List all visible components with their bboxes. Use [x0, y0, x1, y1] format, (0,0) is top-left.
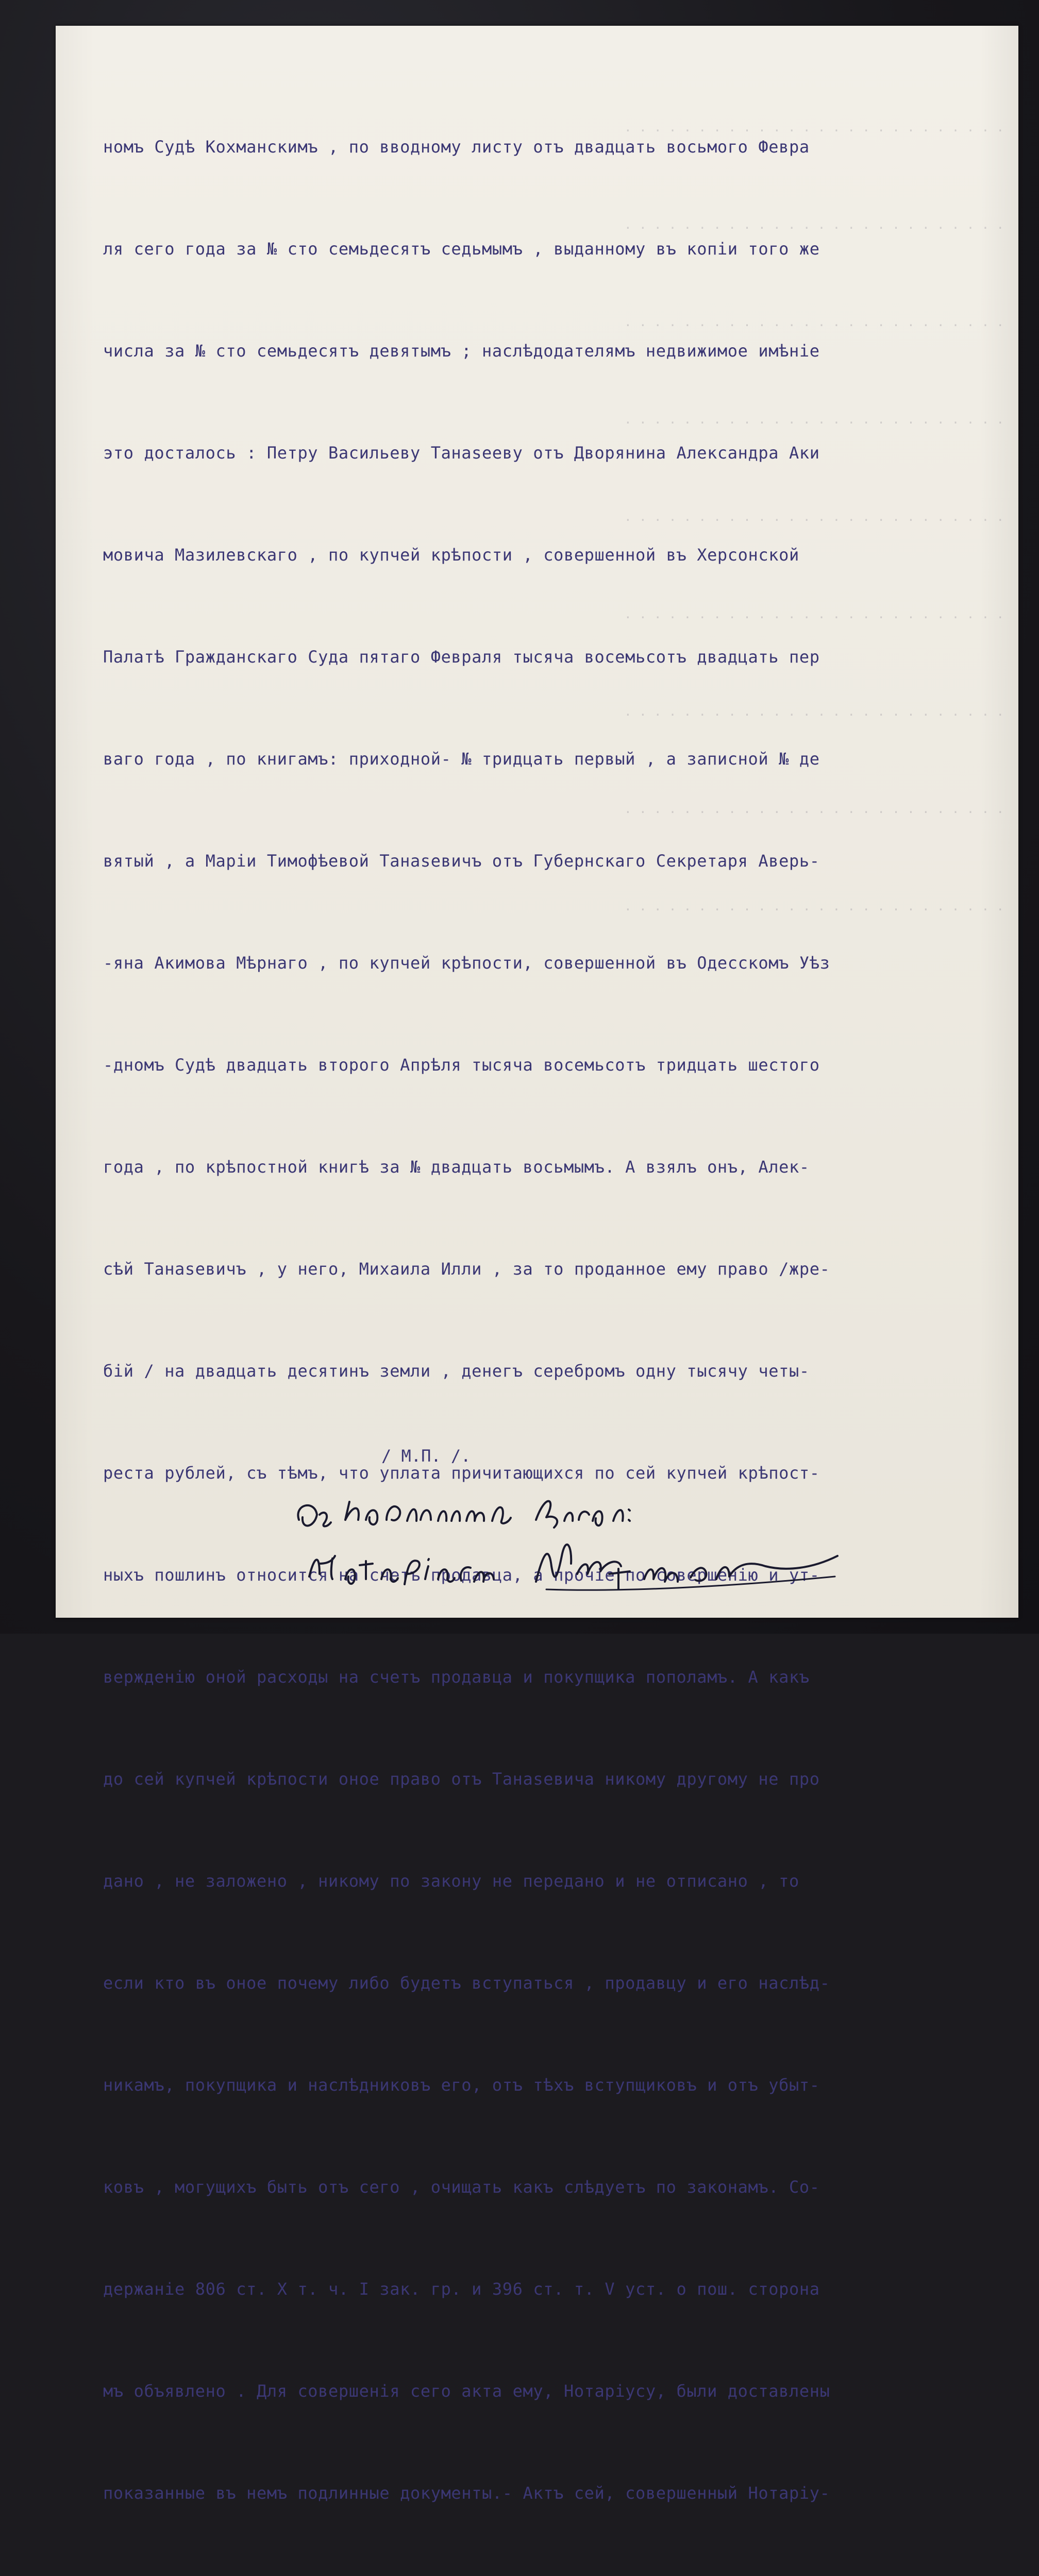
text-line: дано , не заложено , никому по закону не передано и не отписано , то [103, 1871, 799, 1891]
text-line: если кто въ оное почему либо будетъ вступаться , продавцу и его наслѣд- [103, 1973, 830, 1993]
text-line: ныхъ пошлинъ относится на счетъ продавца, а прочіе по совершенію и ут- [103, 1565, 820, 1585]
text-line: ля сего года за № сто семьдесятъ седьмымъ , выданному въ копіи того же [103, 239, 820, 259]
text-line: мовича Мазилевскаго , по купчей крѣпости , совершенной въ Херсонской [103, 545, 799, 565]
text-line: до сей купчей крѣпости оное право отъ Танаѕевича никому другому не про [103, 1769, 820, 1789]
text-line: -дномъ Судѣ двадцать второго Апрѣля тысяча восемьсотъ тридцать шестого [103, 1055, 820, 1075]
text-line: номъ Судѣ Кохманскимъ , по вводному листу отъ двадцать восьмого Февра [103, 137, 810, 157]
text-line: числа за № сто семьдесятъ девятымъ ; наслѣдодателямъ недвижимое имѣніе [103, 341, 820, 361]
text-line: ваго года , по книгамъ: приходной- № тридцать первый , а записной № де [103, 749, 820, 769]
text-line: вятый , а Маріи Тимофѣевой Танаѕевичъ отъ Губернскаго Секретаря Аверь- [103, 851, 820, 871]
text-line: держаніе 806 ст. Х т. ч. I зак. гр. и 396 ст. т. V уст. о пош. сторона [103, 2279, 820, 2299]
text-line: это досталось : Петру Васильеву Танаѕееву отъ Дворянина Александра Аки [103, 443, 820, 463]
text-line: года , по крѣпостной книгѣ за № двадцать восьмымъ. А взялъ онъ, Алек- [103, 1157, 810, 1177]
text-line: никамъ, покупщика и наслѣдниковъ его, отъ тѣхъ вступщиковъ и отъ убыт- [103, 2075, 820, 2095]
text-line: бій / на двадцать десятинъ земли , денегъ серебромъ одну тысячу четы- [103, 1361, 810, 1381]
typed-body-text [103, 62, 1020, 2576]
text-line: мъ объявлено . Для совершенія сего акта ему, Нотаріусу, были доставлены [103, 2381, 830, 2401]
handwritten-signature [289, 1484, 959, 1602]
bleed-through-text: . . . . . . . . . . . . . . . . . . . . . . . . . . . . . . . . . . . . . . . . . . . . . . . . . . . . . . . . . . . . . . . . . . . . . . . . . . . . . . . . . . . . . . . . . . . . . . . . . . . . . . . . . . . . . . . . . . . . . . . . . . . . . . . . . . . . . . . . . . . . . . . . . . . . . . . . . . . . . . . . . . . . . . . . . . . . . . . . . . . . . . . . . . . . . . . . . . . . . . . . . . . . . . . . . . . . . . . . . . . . . . . . . . . . . . . . . . [624, 120, 1004, 913]
seal-mark: / М.П. /. [381, 1446, 471, 1466]
handwritten-certification [289, 1484, 959, 1602]
text-line: Палатѣ Гражданскаго Суда пятаго Февраля тысяча восемьсотъ двадцать пер [103, 647, 820, 667]
text-line: реста рублей, съ тѣмъ, что уплата причитающихся по сей купчей крѣпост- [103, 1463, 820, 1483]
text-line: ковъ , могущихъ быть отъ сего , очищать какъ слѣдуетъ по законамъ. Со- [103, 2177, 820, 2197]
text-line: показанные въ немъ подлинные документы.- Актъ сей, совершенный Нотаріу- [103, 2483, 830, 2503]
text-line: -яна Акимова Мѣрнаго , по купчей крѣпости, совершенной въ Одесскомъ Уѣз [103, 953, 830, 973]
text-line: вержденію оной расходы на счетъ продавца и покупщика пополамъ. А какъ [103, 1667, 810, 1687]
text-line: сѣй Танаѕевичъ , у него, Михаила Илли , за то проданное ему право /жре- [103, 1259, 830, 1279]
